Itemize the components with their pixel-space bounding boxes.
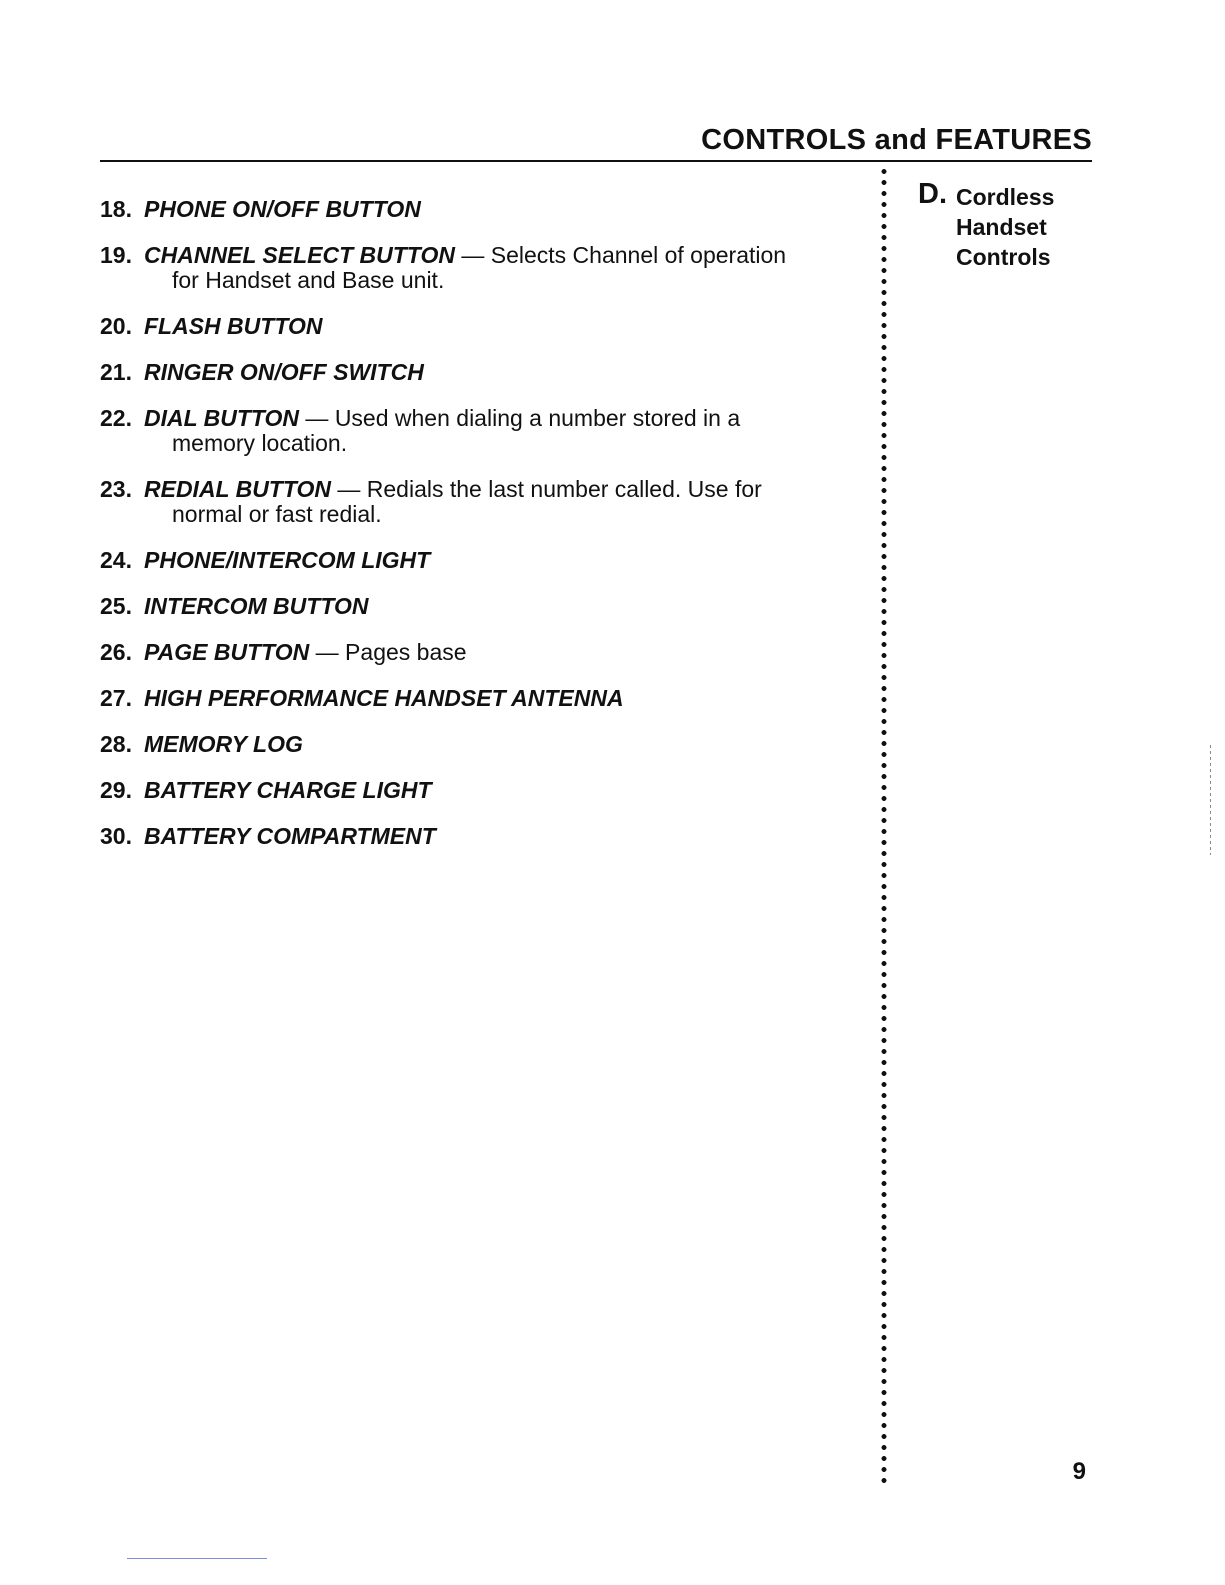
item-number: 24. xyxy=(100,547,132,573)
item-number: 22. xyxy=(100,405,132,431)
dotted-divider xyxy=(881,166,887,1486)
item-description: — Selects Channel of operation xyxy=(454,242,787,268)
list-item xyxy=(100,778,860,803)
item-number: 20. xyxy=(100,313,132,339)
item-label: MEMORY LOG xyxy=(144,731,303,757)
list-item xyxy=(100,406,860,456)
item-label: PAGE BUTTON xyxy=(144,639,310,665)
item-number: 28. xyxy=(100,731,132,757)
item-description: — Redials the last number called. Use for xyxy=(331,476,762,502)
scan-artifact-line xyxy=(127,1558,267,1559)
section-title xyxy=(956,182,1096,272)
item-number: 27. xyxy=(100,685,132,711)
item-description-continued: for Handset and Base unit. xyxy=(172,267,445,293)
list-item xyxy=(100,594,860,619)
item-description-continued: normal or fast redial. xyxy=(172,501,382,527)
item-label: INTERCOM BUTTON xyxy=(144,593,369,619)
page-number: 9 xyxy=(1072,1458,1086,1485)
item-number: 18. xyxy=(100,196,132,222)
item-label: PHONE/INTERCOM LIGHT xyxy=(144,547,431,573)
section-letter: D. xyxy=(918,178,947,210)
item-label: BATTERY COMPARTMENT xyxy=(144,823,436,849)
list-item xyxy=(100,243,860,293)
scan-artifact-edge xyxy=(1210,745,1211,855)
item-label: PHONE ON/OFF BUTTON xyxy=(144,196,421,222)
item-number: 30. xyxy=(100,823,132,849)
item-number: 21. xyxy=(100,359,132,385)
item-description: — Pages base xyxy=(309,639,467,665)
list-item xyxy=(100,360,860,385)
list-item xyxy=(100,732,860,757)
page-title: CONTROLS and FEATURES xyxy=(701,124,1092,156)
item-label: BATTERY CHARGE LIGHT xyxy=(144,777,432,803)
item-label: HIGH PERFORMANCE HANDSET ANTENNA xyxy=(144,685,624,711)
item-description: — Used when dialing a number stored in a xyxy=(299,405,741,431)
list-item xyxy=(100,477,860,527)
controls-list xyxy=(100,197,860,870)
header-divider xyxy=(100,160,1092,162)
item-label: RINGER ON/OFF SWITCH xyxy=(144,359,424,385)
section-title-line: Controls xyxy=(956,244,1051,270)
list-item xyxy=(100,640,860,665)
item-number: 23. xyxy=(100,476,132,502)
list-item xyxy=(100,686,860,711)
section-title-line: Cordless xyxy=(956,184,1055,210)
item-description-continued: memory location. xyxy=(172,430,348,456)
item-label: CHANNEL SELECT BUTTON xyxy=(144,242,455,268)
list-item xyxy=(100,548,860,573)
item-number: 25. xyxy=(100,593,132,619)
item-number: 19. xyxy=(100,242,132,268)
item-number: 26. xyxy=(100,639,132,665)
list-item xyxy=(100,197,860,222)
item-label: FLASH BUTTON xyxy=(144,313,323,339)
list-item xyxy=(100,824,860,849)
item-label: REDIAL BUTTON xyxy=(144,476,331,502)
item-label: DIAL BUTTON xyxy=(144,405,300,431)
item-number: 29. xyxy=(100,777,132,803)
section-title-line: Handset xyxy=(956,214,1047,240)
list-item xyxy=(100,314,860,339)
